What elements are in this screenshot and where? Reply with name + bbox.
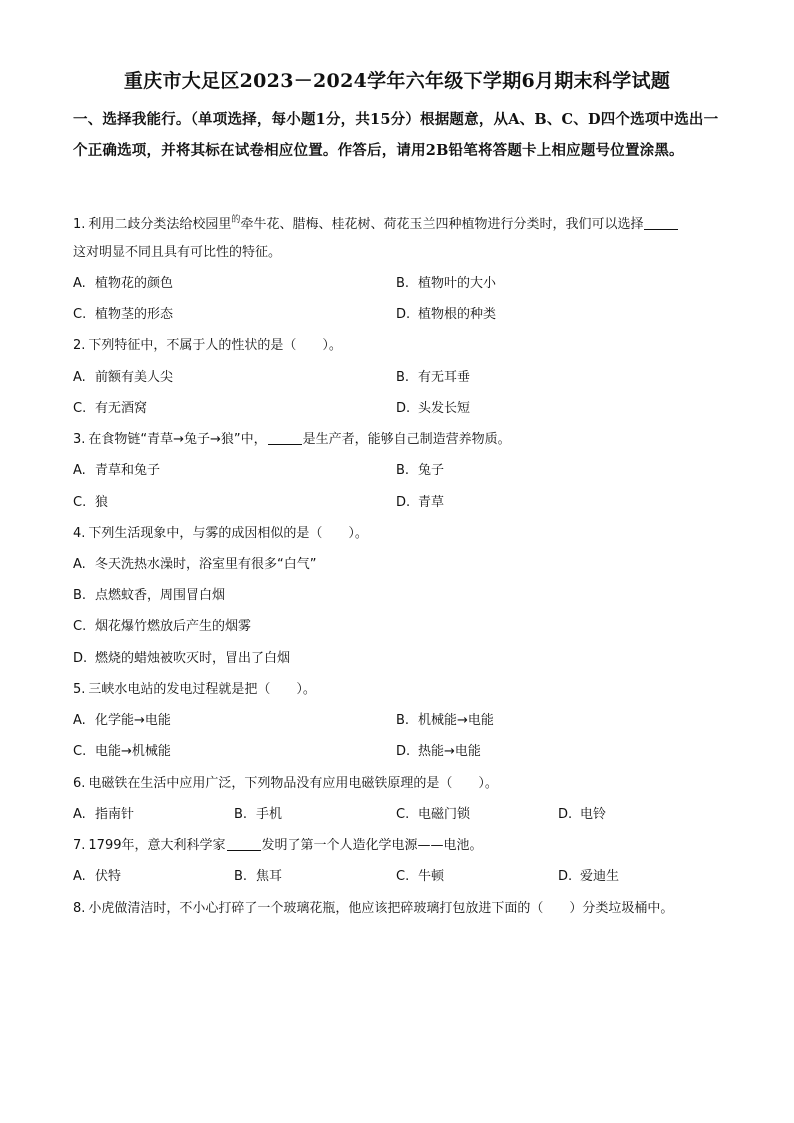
option-b: B. 焦耳 (234, 869, 283, 884)
option-c: C. 有无酒窝 (73, 401, 148, 416)
question-number: 5. (73, 682, 86, 697)
question-number: 2. (73, 338, 86, 353)
question-text: 是生产者，能够自己制造营养物质。 (302, 432, 511, 447)
option-b: B. 兔子 (396, 463, 445, 478)
option-b: B. 点燃蚊香，周围冒白烟 (73, 588, 226, 603)
option-c: C. 牛顿 (396, 869, 445, 884)
option-c: C. 电能→机械能 (73, 744, 171, 759)
question-number: 7. (73, 838, 86, 853)
question-text: 下列生活现象中，与雾的成因相似的是（ ）。 (88, 526, 368, 541)
question-1-continued: 这对明显不同且具有可比性的特征。 (73, 245, 282, 260)
question-8 (73, 899, 733, 919)
question-6 (73, 774, 733, 794)
question-1 (73, 210, 733, 235)
option-d: D. 电铃 (558, 807, 607, 822)
option-c: C. 植物茎的形态 (73, 307, 174, 322)
question-2 (73, 336, 733, 356)
section-instructions: 一、选择我能行。（单项选择，每小题1分，共15分）根据题意，从A、B、C、D四个选项中选出一个正确选项，并将其标在试卷相应位置。作答后，请用2B铅笔将答题卡上相应题号位置涂黑。 (73, 111, 719, 159)
question-number: 4. (73, 526, 86, 541)
question-5 (73, 680, 733, 700)
option-b: B. 手机 (234, 807, 283, 822)
question-number: 1. (73, 217, 86, 232)
answer-blank (268, 430, 302, 445)
question-3 (73, 430, 733, 450)
option-a: A. 指南针 (73, 807, 135, 822)
option-a: A. 冬天洗热水澡时，浴室里有很多“白气” (73, 557, 317, 572)
option-c: C. 狼 (73, 495, 109, 510)
option-d: D. 青草 (396, 495, 445, 510)
option-a: A. 前额有美人尖 (73, 370, 174, 385)
question-text: 发明了第一个人造化学电源——电池。 (261, 838, 483, 853)
option-c: C. 烟花爆竹燃放后产生的烟雾 (73, 619, 252, 634)
option-d: D. 爱迪生 (558, 869, 620, 884)
option-a: A. 青草和兔子 (73, 463, 161, 478)
page-title: 重庆市大足区2023－2024学年六年级下学期6月期末科学试题 (123, 70, 671, 92)
superscript-char: 的 (231, 215, 241, 225)
question-number: 8. (73, 901, 86, 916)
question-7 (73, 836, 733, 856)
question-text: 牵牛花、腊梅、桂花树、荷花玉兰四种植物进行分类时，我们可以选择 (240, 217, 644, 232)
question-text: 在食物链“青草→兔子→狼”中， (88, 432, 267, 447)
option-b: B. 机械能→电能 (396, 713, 494, 728)
option-d: D. 燃烧的蜡烛被吹灭时，冒出了白烟 (73, 651, 291, 666)
question-text: 小虎做清洁时，不小心打碎了一个玻璃花瓶，他应该把碎玻璃打包放进下面的（ ）分类垃圾桶中。 (88, 901, 674, 916)
option-a: A. 伏特 (73, 869, 122, 884)
option-d: D. 头发长短 (396, 401, 471, 416)
question-number: 3. (73, 432, 86, 447)
answer-blank (227, 836, 261, 851)
option-b: B. 有无耳垂 (396, 370, 471, 385)
option-a: A. 化学能→电能 (73, 713, 171, 728)
question-text: 1799年，意大利科学家 (88, 838, 226, 853)
question-number: 6. (73, 776, 86, 791)
question-text: 电磁铁在生活中应用广泛，下列物品没有应用电磁铁原理的是（ ）。 (88, 776, 498, 791)
question-text: 利用二歧分类法给校园里 (88, 217, 232, 232)
answer-blank (644, 215, 678, 230)
option-a: A. 植物花的颜色 (73, 276, 174, 291)
question-4 (73, 524, 733, 544)
question-text: 下列特征中，不属于人的性状的是（ ）。 (88, 338, 342, 353)
option-d: D. 热能→电能 (396, 744, 481, 759)
option-b: B. 植物叶的大小 (396, 276, 497, 291)
option-d: D. 植物根的种类 (396, 307, 497, 322)
option-c: C. 电磁门锁 (396, 807, 471, 822)
question-text: 三峡水电站的发电过程就是把（ ）。 (88, 682, 316, 697)
